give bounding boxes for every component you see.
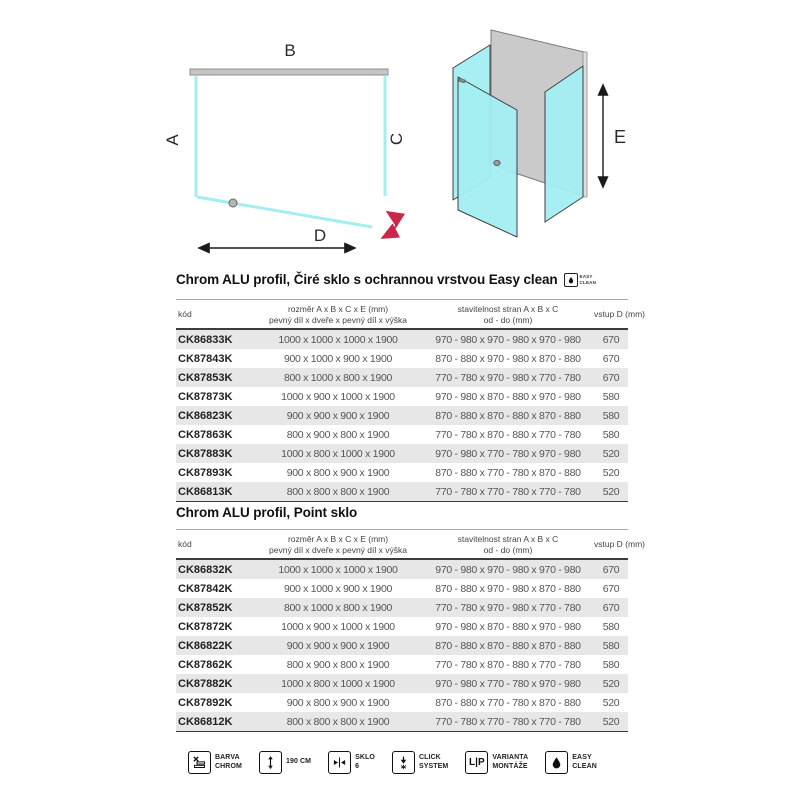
section-1-heading-row — [176, 272, 596, 287]
dimensions-abce: 1000 x 800 x 1000 x 1900 — [281, 677, 395, 690]
back-wall-profile — [583, 52, 587, 197]
product-code: CK87862K — [178, 658, 233, 671]
stavitelnost-line-1: stavitelnost stran A x B x C — [457, 304, 559, 314]
table-row — [176, 559, 628, 579]
entry-width-d: 670 — [602, 333, 620, 346]
easy-clean-badge — [564, 273, 597, 287]
wall-profile-bar — [190, 69, 388, 75]
dimension-label-b: B — [284, 41, 296, 60]
feature-varianta-montaze — [465, 751, 528, 774]
entry-width-d: 520 — [602, 677, 620, 690]
adjustability-range: 970 - 980 x 770 - 780 x 970 - 980 — [435, 447, 581, 460]
feature-height-190cm — [259, 751, 311, 774]
dimensions-abce: 1000 x 1000 x 1000 x 1900 — [278, 563, 398, 576]
table-row — [176, 368, 628, 387]
product-code: CK87882K — [178, 677, 233, 690]
adjustability-range: 970 - 980 x 870 - 880 x 970 - 980 — [435, 390, 581, 403]
table-row — [176, 463, 628, 482]
adjustability-range: 970 - 980 x 970 - 980 x 970 - 980 — [435, 563, 581, 576]
rozmer-line-2: pevný díl x dveře x pevný díl x výška — [269, 314, 407, 325]
adjustability-range: 870 - 880 x 770 - 780 x 870 - 880 — [435, 696, 581, 709]
column-header-kod: kód — [178, 539, 192, 550]
click-system-icon — [392, 751, 415, 774]
table-row — [176, 329, 628, 349]
rozmer-line-1: rozměr A x B x C x E (mm) — [287, 534, 389, 544]
feature-label: VARIANTA MONTÁŽE — [492, 754, 529, 770]
feature-barva-chrom — [188, 751, 242, 774]
dimensions-abce: 900 x 800 x 900 x 1900 — [286, 696, 390, 709]
rozmer-line-2: pevný díl x dveře x pevný díl x výška — [269, 544, 407, 555]
section-2-heading-row — [176, 505, 357, 520]
table-row — [176, 349, 628, 368]
feature-icons-row — [188, 751, 597, 774]
table-row — [176, 444, 628, 463]
column-header-rozmer — [254, 300, 422, 330]
dimensions-abce: 900 x 900 x 900 x 1900 — [286, 639, 390, 652]
illustration-3d — [453, 30, 626, 237]
adjustability-range: 970 - 980 x 770 - 780 x 970 - 980 — [435, 677, 581, 690]
table-row — [176, 579, 628, 598]
entry-width-d: 670 — [602, 563, 620, 576]
entry-width-d: 670 — [602, 371, 620, 384]
adjustability-range: 870 - 880 x 970 - 980 x 870 - 880 — [435, 352, 581, 365]
stavitelnost-line-2: od - do (mm) — [483, 544, 533, 555]
column-header-vstup: vstup D (mm) — [594, 539, 645, 550]
table-row — [176, 425, 628, 444]
table-row — [176, 617, 628, 636]
water-drop-icon — [545, 751, 568, 774]
badge-line-1: EASY — [579, 274, 593, 280]
dimension-label-e: E — [613, 127, 627, 147]
product-code: CK87842K — [178, 582, 233, 595]
product-code: CK87843K — [178, 352, 233, 365]
dimension-label-d: D — [313, 226, 327, 245]
feature-label: 190 CM — [285, 758, 312, 766]
table-row — [176, 712, 628, 732]
adjustability-range: 770 - 780 x 970 - 980 x 770 - 780 — [435, 601, 581, 614]
adjustability-range: 770 - 780 x 870 - 880 x 770 - 780 — [435, 428, 581, 441]
product-code: CK87872K — [178, 620, 233, 633]
table-row — [176, 482, 628, 502]
dimensions-abce: 900 x 900 x 900 x 1900 — [286, 409, 390, 422]
dimensions-abce: 800 x 800 x 800 x 1900 — [286, 715, 390, 728]
barva-chrom-icon — [188, 751, 211, 774]
products-table-point-sklo — [176, 529, 645, 732]
left-right-variant-icon: L|P — [465, 751, 488, 774]
product-code: CK87873K — [178, 390, 233, 403]
product-code: CK87883K — [178, 447, 233, 460]
product-code: CK86812K — [178, 715, 233, 728]
schematic-top-view — [163, 41, 406, 248]
dimensions-abce: 900 x 1000 x 900 x 1900 — [283, 352, 393, 365]
table-header-row — [176, 530, 628, 560]
entry-width-d: 520 — [602, 447, 620, 460]
product-code: CK86833K — [178, 333, 233, 346]
adjustability-range: 770 - 780 x 970 - 980 x 770 - 780 — [435, 371, 581, 384]
entry-width-d: 520 — [602, 466, 620, 479]
table-row — [176, 406, 628, 425]
entry-width-d: 670 — [602, 601, 620, 614]
entry-width-d: 520 — [602, 485, 620, 498]
entry-width-d: 670 — [602, 352, 620, 365]
product-code: CK87863K — [178, 428, 233, 441]
adjustability-range: 770 - 780 x 870 - 880 x 770 - 780 — [435, 658, 581, 671]
table-header-row — [176, 300, 628, 330]
feature-label: EASY CLEAN — [572, 754, 597, 770]
adjustability-range: 870 - 880 x 770 - 780 x 870 - 880 — [435, 466, 581, 479]
feature-label: SKLO 6 — [355, 754, 375, 770]
products-table-easy-clean — [176, 299, 645, 502]
badge-line-2: CLEAN — [579, 279, 597, 285]
dimensions-abce: 800 x 900 x 800 x 1900 — [286, 658, 390, 671]
product-code: CK86813K — [178, 485, 233, 498]
product-code: CK87852K — [178, 601, 233, 614]
entry-width-d: 580 — [602, 639, 620, 652]
table-row — [176, 636, 628, 655]
product-code: CK86822K — [178, 639, 233, 652]
dimensions-abce: 800 x 1000 x 800 x 1900 — [283, 601, 393, 614]
entry-width-d: 580 — [602, 658, 620, 671]
feature-label: CLICK SYSTEM — [418, 754, 449, 770]
stavitelnost-line-1: stavitelnost stran A x B x C — [457, 534, 559, 544]
entry-width-d: 580 — [602, 390, 620, 403]
adjustability-range: 970 - 980 x 970 - 980 x 970 - 980 — [435, 333, 581, 346]
dimensions-abce: 800 x 1000 x 800 x 1900 — [283, 371, 393, 384]
section-1-title: Chrom ALU profil, Čiré sklo s ochrannou vrstvou Easy clean — [176, 272, 558, 287]
rozmer-line-1: rozměr A x B x C x E (mm) — [287, 304, 389, 314]
product-code: CK86832K — [178, 563, 233, 576]
dimensions-abce: 1000 x 1000 x 1000 x 1900 — [278, 333, 398, 346]
product-code: CK87892K — [178, 696, 233, 709]
column-header-stavitelnost — [422, 530, 594, 560]
technical-drawings — [0, 0, 800, 270]
table-row — [176, 598, 628, 617]
dimension-label-c: C — [387, 132, 406, 146]
entry-width-d: 670 — [602, 582, 620, 595]
entry-width-d: 580 — [602, 428, 620, 441]
dimensions-abce: 900 x 800 x 900 x 1900 — [286, 466, 390, 479]
section-2-title: Chrom ALU profil, Point sklo — [176, 505, 358, 520]
stavitelnost-line-2: od - do (mm) — [483, 314, 533, 325]
column-header-kod: kód — [178, 309, 192, 320]
column-header-stavitelnost — [422, 300, 594, 330]
water-drop-icon — [567, 276, 575, 284]
column-header-vstup: vstup D (mm) — [594, 309, 645, 320]
right-fixed-panel — [545, 66, 583, 222]
table-row — [176, 693, 628, 712]
door-swing-arrow — [384, 213, 396, 237]
column-header-rozmer — [254, 530, 422, 560]
door-open-line — [197, 197, 372, 227]
dimension-label-a: A — [163, 134, 182, 146]
glass-thickness-icon — [328, 751, 351, 774]
feature-easy-clean — [545, 751, 597, 774]
entry-width-d: 580 — [602, 409, 620, 422]
product-code: CK87853K — [178, 371, 233, 384]
adjustability-range: 870 - 880 x 870 - 880 x 870 - 880 — [435, 639, 581, 652]
adjustability-range: 970 - 980 x 870 - 880 x 970 - 980 — [435, 620, 581, 633]
easy-clean-badge-text — [580, 274, 597, 284]
table-row — [176, 674, 628, 693]
feature-sklo-6 — [328, 751, 375, 774]
dimensions-abce: 800 x 800 x 800 x 1900 — [286, 485, 390, 498]
entry-width-d: 520 — [602, 715, 620, 728]
dimensions-abce: 1000 x 900 x 1000 x 1900 — [281, 620, 395, 633]
dimensions-abce: 800 x 900 x 800 x 1900 — [286, 428, 390, 441]
table-row — [176, 655, 628, 674]
entry-width-d: 520 — [602, 696, 620, 709]
adjustability-range: 770 - 780 x 770 - 780 x 770 - 780 — [435, 485, 581, 498]
dimensions-abce: 900 x 1000 x 900 x 1900 — [283, 582, 393, 595]
table-row — [176, 387, 628, 406]
height-arrow-icon — [259, 751, 282, 774]
adjustability-range: 770 - 780 x 770 - 780 x 770 - 780 — [435, 715, 581, 728]
feature-click-system — [392, 751, 448, 774]
door-handle-dot — [229, 199, 237, 207]
adjustability-range: 870 - 880 x 870 - 880 x 870 - 880 — [435, 409, 581, 422]
product-code: CK86823K — [178, 409, 233, 422]
easy-clean-badge-box — [564, 273, 578, 287]
door-handle — [494, 160, 500, 165]
dimensions-abce: 1000 x 900 x 1000 x 1900 — [281, 390, 395, 403]
dimensions-abce: 1000 x 800 x 1000 x 1900 — [281, 447, 395, 460]
product-code: CK87893K — [178, 466, 233, 479]
entry-width-d: 580 — [602, 620, 620, 633]
adjustability-range: 870 - 880 x 970 - 980 x 870 - 880 — [435, 582, 581, 595]
feature-label: BARVA CHROM — [215, 754, 242, 770]
